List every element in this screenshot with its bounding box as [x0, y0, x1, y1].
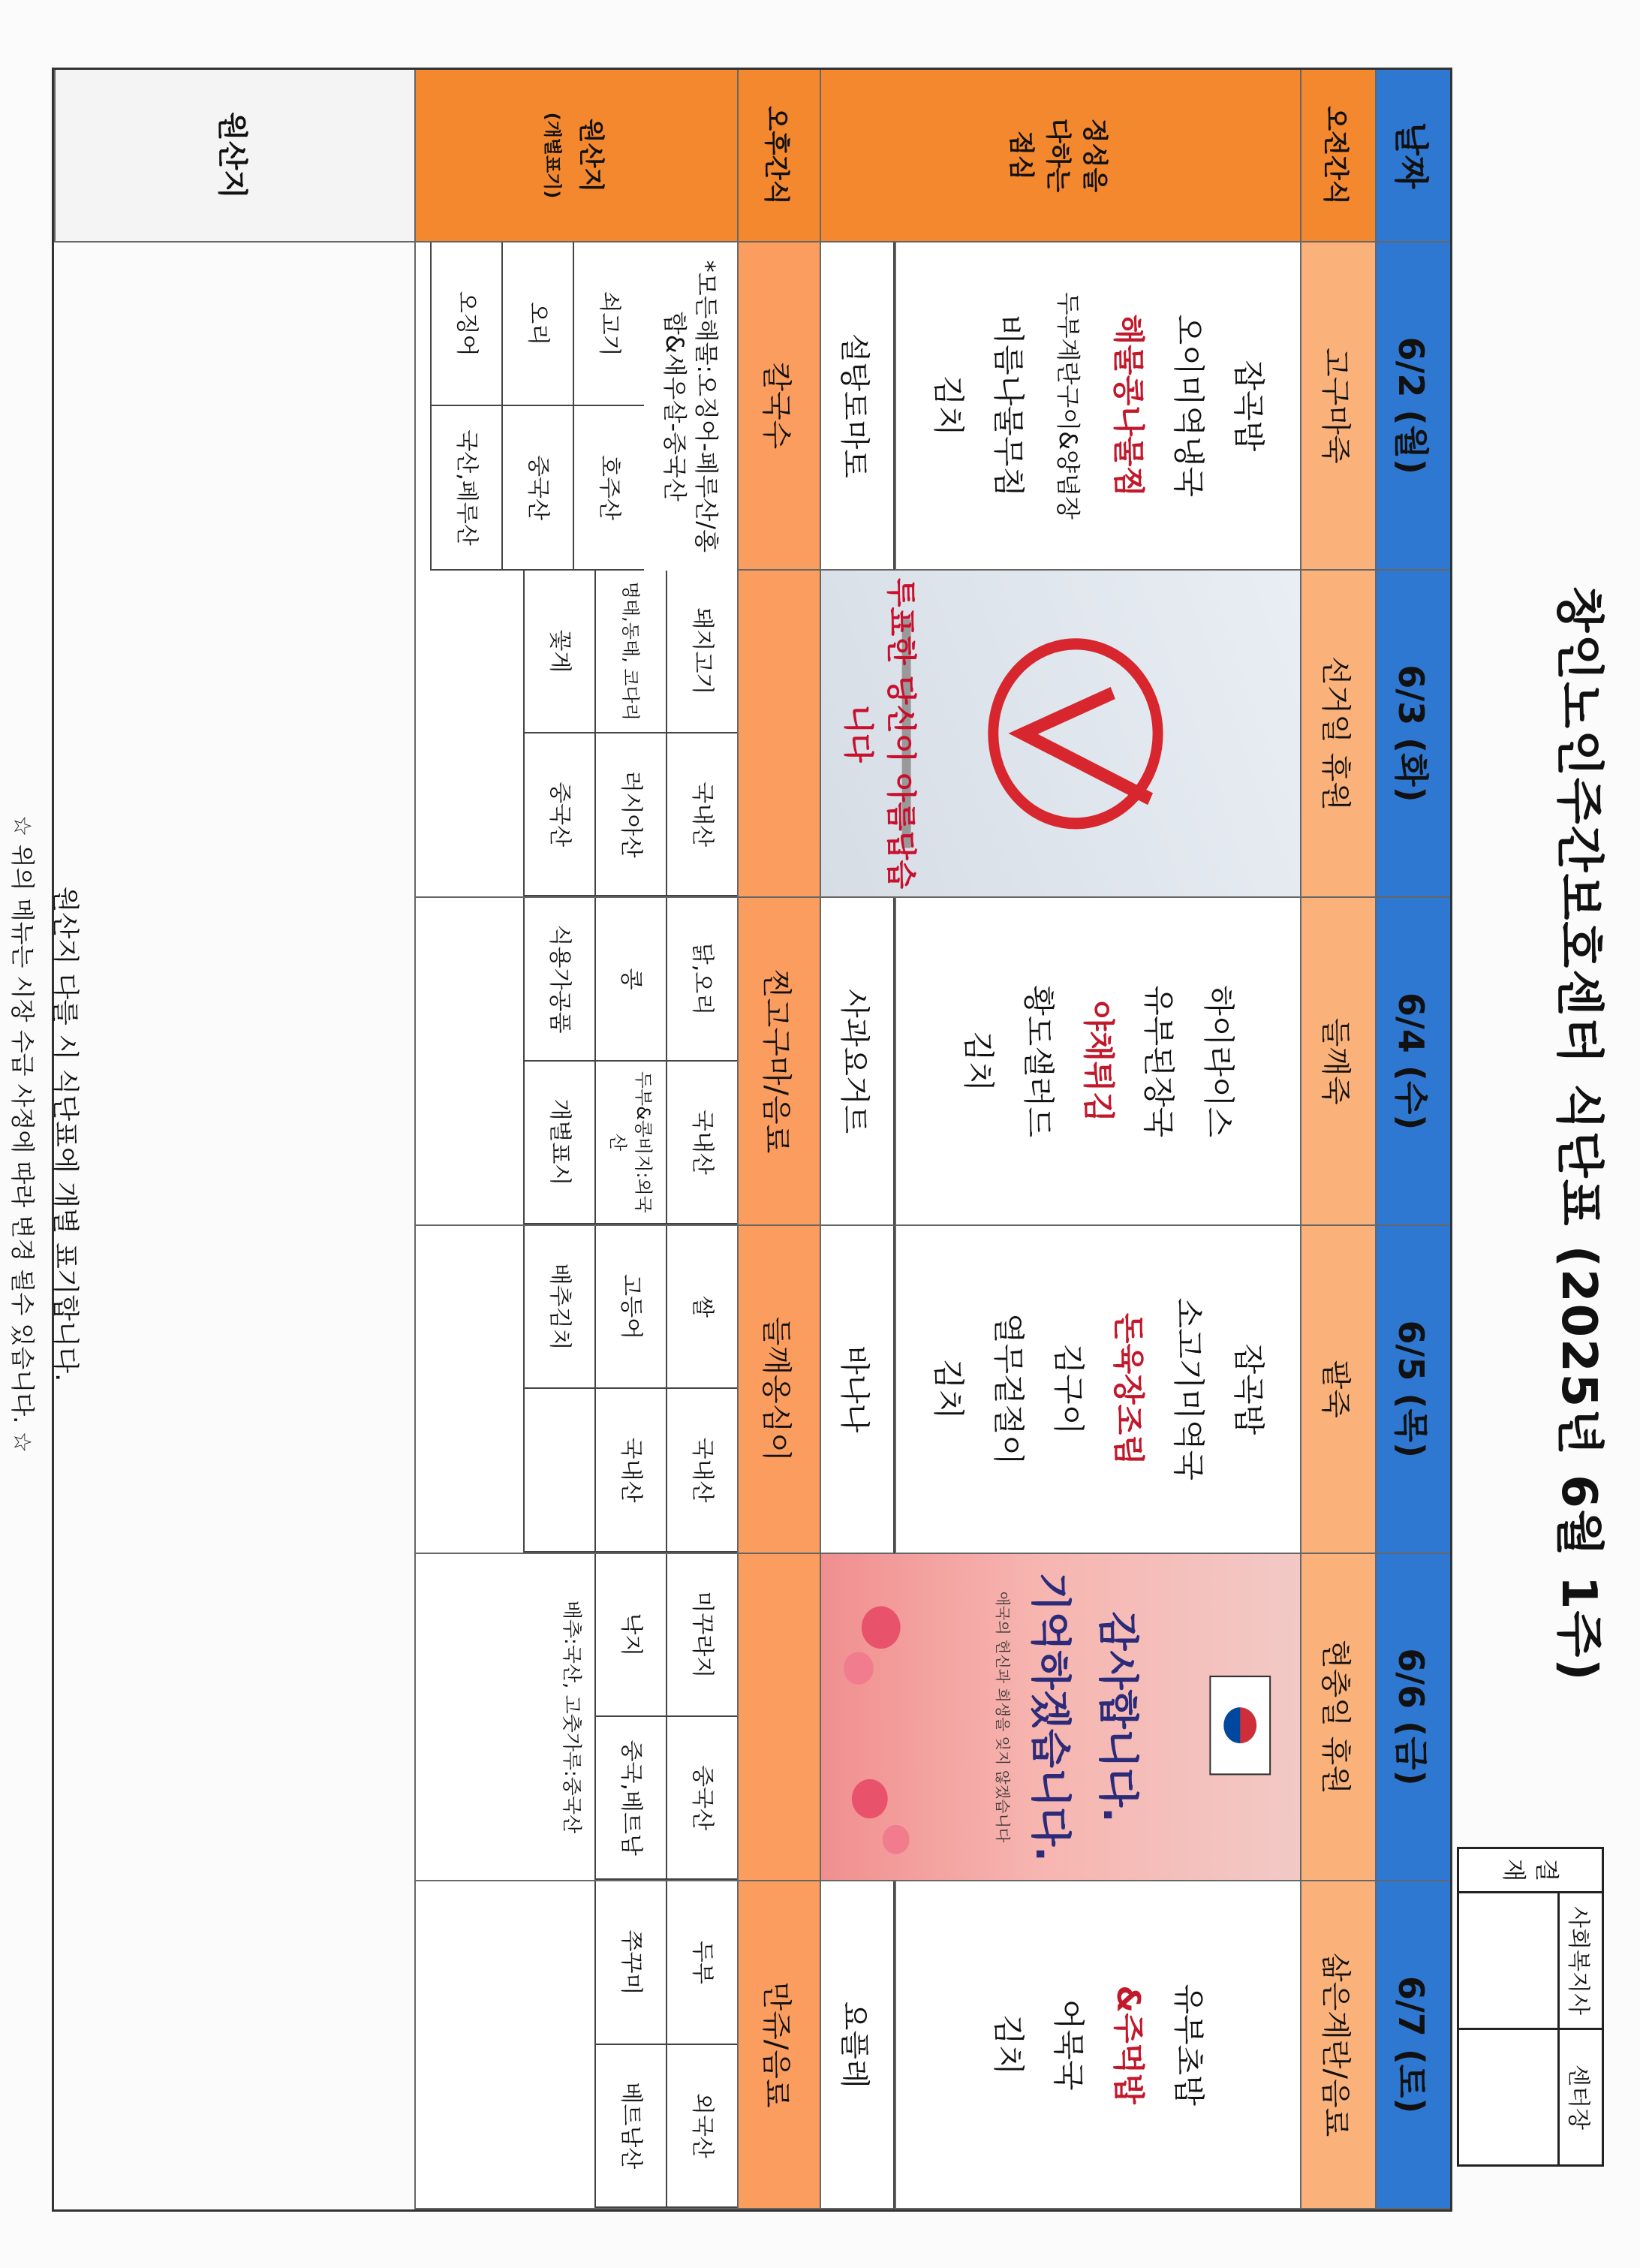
origin-item: 쭈꾸미: [594, 1881, 666, 2044]
approval-director: 센터장: [1557, 2030, 1602, 2164]
pm-snack: 칼국수: [737, 242, 820, 571]
origin-country: 러시아산: [594, 733, 666, 896]
origin-item: 낙지: [594, 1554, 666, 1717]
origin-item: 쌀: [666, 1226, 737, 1389]
origin-country: 두부&콩비지:외국산: [594, 1062, 666, 1224]
origin-country: [523, 1389, 594, 1552]
origin-item: 돼지고기: [666, 571, 737, 733]
origin-item: 두부: [666, 1881, 737, 2044]
origin-item: 닭,오리: [666, 898, 737, 1061]
fruit: 사과요거트: [820, 898, 895, 1226]
day-column-fri: [54, 1554, 1450, 1882]
day-column-sat: [54, 1881, 1450, 2209]
date-header: 6/7 (토): [1375, 1881, 1450, 2209]
approval-label: 결: [1533, 1858, 1561, 1882]
am-snack: 삶은계란/음료: [1300, 1881, 1375, 2209]
am-snack: 팥죽: [1300, 1226, 1375, 1554]
am-snack: 고구마죽: [1300, 242, 1375, 571]
origin-country: 호주산: [573, 406, 644, 570]
lunch-menu: 하이라이스 유부된장국 야채튀김 황도샐러드 김치: [895, 898, 1300, 1226]
day-column-wed: [54, 898, 1450, 1226]
fruit: 바나나: [820, 1226, 895, 1554]
lunch-menu: 잡곡밥 오이미역냉국 해물콩나물찜 두부계란구이&양념장 비름나물무침 김치: [895, 242, 1300, 571]
origin-note: *모든해물:오징어-페루산/홍합&새우살-중국산: [661, 260, 721, 553]
pm-snack: 들깨옹심이: [737, 1226, 820, 1554]
origin-country: 중국산: [666, 1717, 737, 1880]
fruit: 요플레: [820, 1881, 895, 2209]
am-snack: 선거일 휴원: [1300, 571, 1375, 899]
origin-country: 국내산: [594, 1389, 666, 1552]
memorial-subtitle: 애국의 헌신과 희생을 잊지 않겠습니다: [994, 1591, 1012, 1843]
menu-table: [52, 68, 1452, 2212]
origin-country: 국내산: [666, 733, 737, 896]
approval-box: [1457, 1847, 1604, 2167]
date-header: 6/6 (금): [1375, 1554, 1450, 1882]
origin-note-cell: [414, 242, 737, 571]
origin-table: [430, 242, 644, 571]
origin-country: 중국산: [523, 733, 594, 896]
label-lunch: 정성을 다하는 점심: [820, 70, 1300, 242]
date-header: 6/3 (화): [1375, 571, 1450, 899]
pm-snack-empty: [737, 1554, 820, 1882]
election-slogan: 투표한 당신이 아름답습니다: [841, 577, 918, 890]
page-title: 창인노인주간보호센터 식단표 (2025년 6월 1주): [1551, 586, 1606, 1682]
origin-country: 국내산: [666, 1062, 737, 1224]
origin-item: 오징어: [430, 242, 501, 406]
origin-country: 중국산: [501, 406, 573, 570]
origin-table: [523, 1226, 737, 1553]
origin-cell: [414, 1554, 737, 1882]
origin-cell: [414, 898, 737, 1226]
date-header: 6/5 (목): [1375, 1226, 1450, 1554]
election-poster-image: [820, 571, 1300, 899]
origin-item: 콩: [594, 898, 666, 1061]
pm-snack: 만쥬/음료: [737, 1881, 820, 2209]
date-header: 6/4 (수): [1375, 898, 1450, 1226]
am-snack: 현충일 휴원: [1300, 1554, 1375, 1882]
origin-country: 중국,베트남: [594, 1717, 666, 1880]
origin-notice: 원산지 다를 시 식단표에 개별 표기합니다.: [50, 886, 80, 1382]
approval-label: 재: [1500, 1858, 1528, 1882]
origin-cell: [414, 1226, 737, 1554]
memorial-title-2: 기억하겠습니다.: [1027, 1572, 1074, 1862]
origin-country: 베트남산: [594, 2045, 666, 2208]
date-header: 6/2 (월): [1375, 242, 1450, 571]
signature-slot: [1459, 2030, 1557, 2164]
origin-country: 개별표시: [523, 1062, 594, 1224]
memorial-title-1: 감사합니다.: [1094, 1611, 1142, 1823]
origin-cell: [414, 571, 737, 899]
origin-table: [523, 898, 737, 1224]
origin-item: 배추김치: [523, 1226, 594, 1389]
label-origin: 원산지 (개별표기): [414, 70, 737, 242]
origin-item: 쇠고기: [573, 242, 644, 406]
menu-change-notice: ☆ 위의 메뉴는 시장 수급 사정에 따라 변경 될수 있습니다. ☆: [8, 815, 37, 1453]
am-snack: 들깨죽: [1300, 898, 1375, 1226]
origin-item: 명태,동태, 코다리: [594, 571, 666, 733]
day-column-thu: [54, 1226, 1450, 1554]
label-origin-bottom: 원산지: [54, 70, 414, 242]
lunch-menu: 유부초밥 &주먹밥 어묵국 김치: [895, 1881, 1300, 2209]
label-pm-snack: 오후간식: [737, 70, 820, 242]
memorial-day-poster-image: [820, 1554, 1300, 1882]
pm-snack: 찐고구마/음료: [737, 898, 820, 1226]
label-date: 날짜: [1375, 70, 1450, 242]
fruit: 설탕토마토: [820, 242, 895, 571]
origin-item: 식용가공품: [523, 898, 594, 1061]
approval-social-worker: 사회복지사: [1557, 1893, 1602, 2028]
origin-country: 국내산: [666, 1389, 737, 1552]
origin-table: [594, 1881, 737, 2208]
origin-item: 고등어: [594, 1226, 666, 1389]
origin-table: [523, 571, 737, 897]
day-column-mon: [54, 242, 1450, 571]
origin-country: 외국산: [666, 2045, 737, 2208]
origin-table: [594, 1554, 737, 1881]
label-am-snack: 오전간식: [1300, 70, 1375, 242]
origin-country: 국산,페루산: [430, 406, 501, 570]
day-column-tue: [54, 571, 1450, 899]
pm-snack-empty: [737, 571, 820, 899]
origin-item: 오리: [501, 242, 573, 406]
origin-item: 꽃게: [523, 571, 594, 733]
spice-origin-note: 배추:국산, 고춧가루:중국산: [560, 1600, 582, 1834]
signature-slot: [1459, 1893, 1557, 2028]
origin-cell: [414, 1881, 737, 2209]
origin-item: 미꾸라지: [666, 1554, 737, 1717]
row-label-column: [54, 70, 1450, 242]
lunch-menu: 잡곡밥 소고기미역국 돈육장조림 김구이 열무겉절이 김치: [895, 1226, 1300, 1554]
